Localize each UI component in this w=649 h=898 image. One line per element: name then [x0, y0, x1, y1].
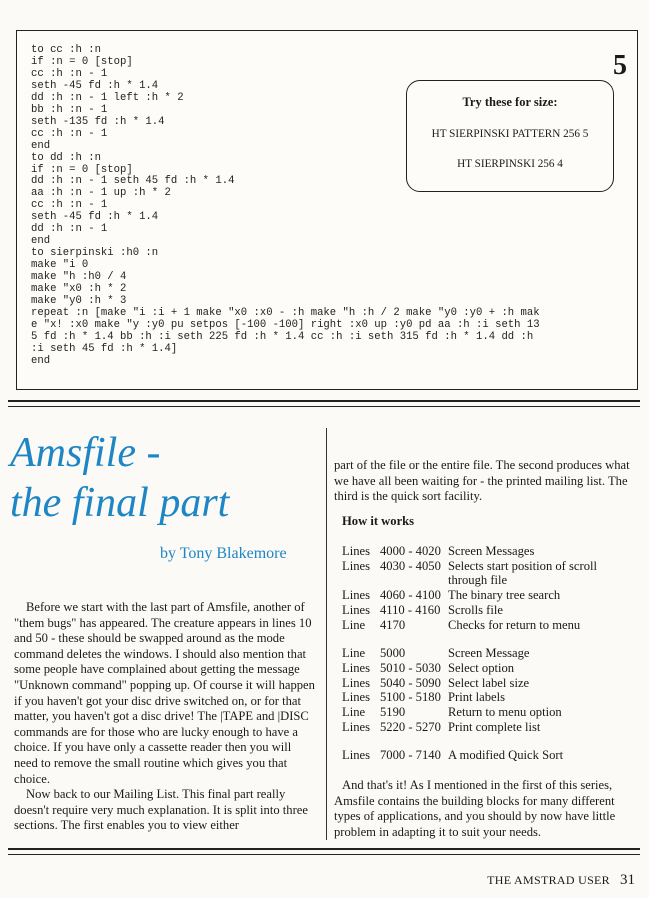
- right-column-intro: part of the file or the entire file. The second produces what we have all been waiting for - the printed mailing list. The third is the quick sort facility.: [334, 458, 630, 504]
- table-row: [342, 559, 638, 574]
- row-range: [380, 573, 448, 588]
- try-these-line-1: HT SIERPINSKI PATTERN 256 5: [431, 128, 589, 140]
- row-kind: Lines: [342, 544, 370, 558]
- row-kind: Lines: [342, 748, 370, 763]
- row-description: Select label size: [448, 675, 530, 690]
- try-these-line-2: HT SIERPINSKI 256 4: [457, 158, 563, 170]
- table-row: [342, 588, 638, 603]
- table-gap: [342, 632, 638, 646]
- page-number: 31: [620, 872, 635, 888]
- row-kind: Line: [342, 646, 366, 661]
- row-description: Checks for return to menu: [448, 617, 581, 632]
- row-description: through file: [448, 573, 508, 588]
- row-kind: Line: [342, 617, 366, 632]
- table-row: [342, 618, 638, 633]
- row-kind: Lines: [342, 719, 370, 734]
- table-row: [342, 690, 638, 705]
- left-column-body: [14, 600, 318, 834]
- row-description: A modified Quick Sort: [448, 748, 564, 763]
- row-kind: Lines: [342, 558, 370, 573]
- logo-code-listing: to cc :h :n if :n = 0 [stop] cc :h :n - 1 seth -45 fd :h * 1.4 dd :h :n - 1 left :h * 2 bb :h :n - 1 seth -135 fd :h * 1.4 cc :h :n - 1 end to dd :h :n if :n = 0 [stop] dd :h :n - 1 seth 45 fd :h * 1.4 aa :h :n - 1 up :h * 2 cc :h :n - 1 seth -45 fd :h * 1.4 dd :h :n - 1 end to sierpinski :h0 :n make "i 0 make "h :h0 / 4 make "x0 :h * 2 make "y0 :h * 3 repeat :n [make "i :i + 1 make "x0 :x0 - :h make "h :h / 2 make "y0 :y0 + :h mak e "x! :x0 make "y :y0 pu setpos [-100 -100] right :x0 up :y0 pd aa :h :i seth 13 5 fd :h * 1.4 bb :h :i seth 225 fd :h * 1.4 cc :h :i seth 315 fd :h * 1.4 dd :h :i seth 45 fd :h * 1.4] end: [31, 44, 540, 367]
- row-range: 4060 - 4100: [380, 588, 441, 603]
- paragraph-2: Now back to our Mailing List. This final part really doesn't require very much explanation. It is split into three sections. The first enables you to view either: [14, 787, 308, 833]
- table-row: [342, 676, 638, 691]
- table-row: [342, 646, 638, 661]
- row-range: 7000 - 7140: [380, 748, 441, 763]
- article-byline: by Tony Blakemore: [160, 545, 287, 562]
- conclusion-paragraph: And that's it! As I mentioned in the first of this series, Amsfile contains the building blocks for many different types of applications, and you should by now have little problem in adapting it to suit your needs.: [334, 778, 616, 839]
- paragraph-1: Before we start with the last part of Amsfile, another of "them bugs" has appeared. The creature appears in lines 10 and 50 - these should be swapped around as the mode command deletes the windows. I should also mention that some people have complained about getting the message "Unknown command" popping up. Of course it will happen if you haven't got your disc drive switched on, or for that matter, you haven't got a disc drive! The |TAPE and |DISC commands are for those who are lucky enough to have a choice. If you have only a cassette reader then you will need to remove the small routine which gives you that choice.: [14, 600, 315, 786]
- row-description: Screen Message: [448, 646, 530, 661]
- title-line-1: Amsfile -: [10, 430, 161, 476]
- row-kind: Line: [342, 705, 366, 720]
- row-kind: Lines: [342, 675, 370, 690]
- row-range: 4170: [380, 617, 406, 632]
- row-description: Screen Messages: [448, 544, 535, 558]
- top-divider: [8, 400, 640, 407]
- column-divider: [326, 428, 327, 840]
- table-row: [342, 661, 638, 676]
- row-range: 4000 - 4020: [380, 544, 441, 558]
- row-range: 4030 - 4050: [380, 558, 441, 573]
- row-kind: Lines: [342, 588, 370, 603]
- row-description: Print complete list: [448, 719, 541, 734]
- row-description: The binary tree search: [448, 588, 561, 603]
- row-kind: [342, 573, 380, 588]
- table-row: [342, 544, 638, 559]
- try-these-title: Try these for size:: [462, 95, 558, 109]
- right-column-conclusion: [334, 778, 634, 840]
- try-these-box: [406, 80, 614, 192]
- table-row: [342, 748, 638, 763]
- publication-name: THE AMSTRAD USER: [487, 873, 610, 887]
- bottom-divider: [8, 848, 640, 855]
- title-line-2: the final part: [10, 480, 230, 526]
- line-reference-table: [342, 544, 638, 763]
- row-range: 5040 - 5090: [380, 675, 441, 690]
- table-row: [342, 720, 638, 735]
- table-gap: [342, 734, 638, 748]
- row-description: Return to menu option: [448, 705, 562, 720]
- row-description: Print labels: [448, 690, 506, 705]
- row-description: Selects start position of scroll: [448, 558, 598, 573]
- row-range: 5000: [380, 646, 406, 661]
- table-row: [342, 603, 638, 618]
- row-kind: Lines: [342, 660, 370, 675]
- row-range: 5220 - 5270: [380, 719, 441, 734]
- table-row: [342, 573, 638, 588]
- how-it-works-heading: How it works: [342, 514, 415, 528]
- row-description: Select option: [448, 660, 515, 675]
- row-range: 5010 - 5030: [380, 660, 441, 675]
- row-kind: Lines: [342, 690, 370, 705]
- row-range: 4110 - 4160: [380, 602, 441, 617]
- row-range: 5100 - 5180: [380, 690, 441, 705]
- row-range: 5190: [380, 705, 406, 720]
- table-row: [342, 705, 638, 720]
- row-kind: Lines: [342, 602, 370, 617]
- article-title: [10, 428, 229, 528]
- row-description: Scrolls file: [448, 602, 503, 617]
- listing-number: 5: [613, 50, 627, 81]
- page-footer: [487, 872, 635, 889]
